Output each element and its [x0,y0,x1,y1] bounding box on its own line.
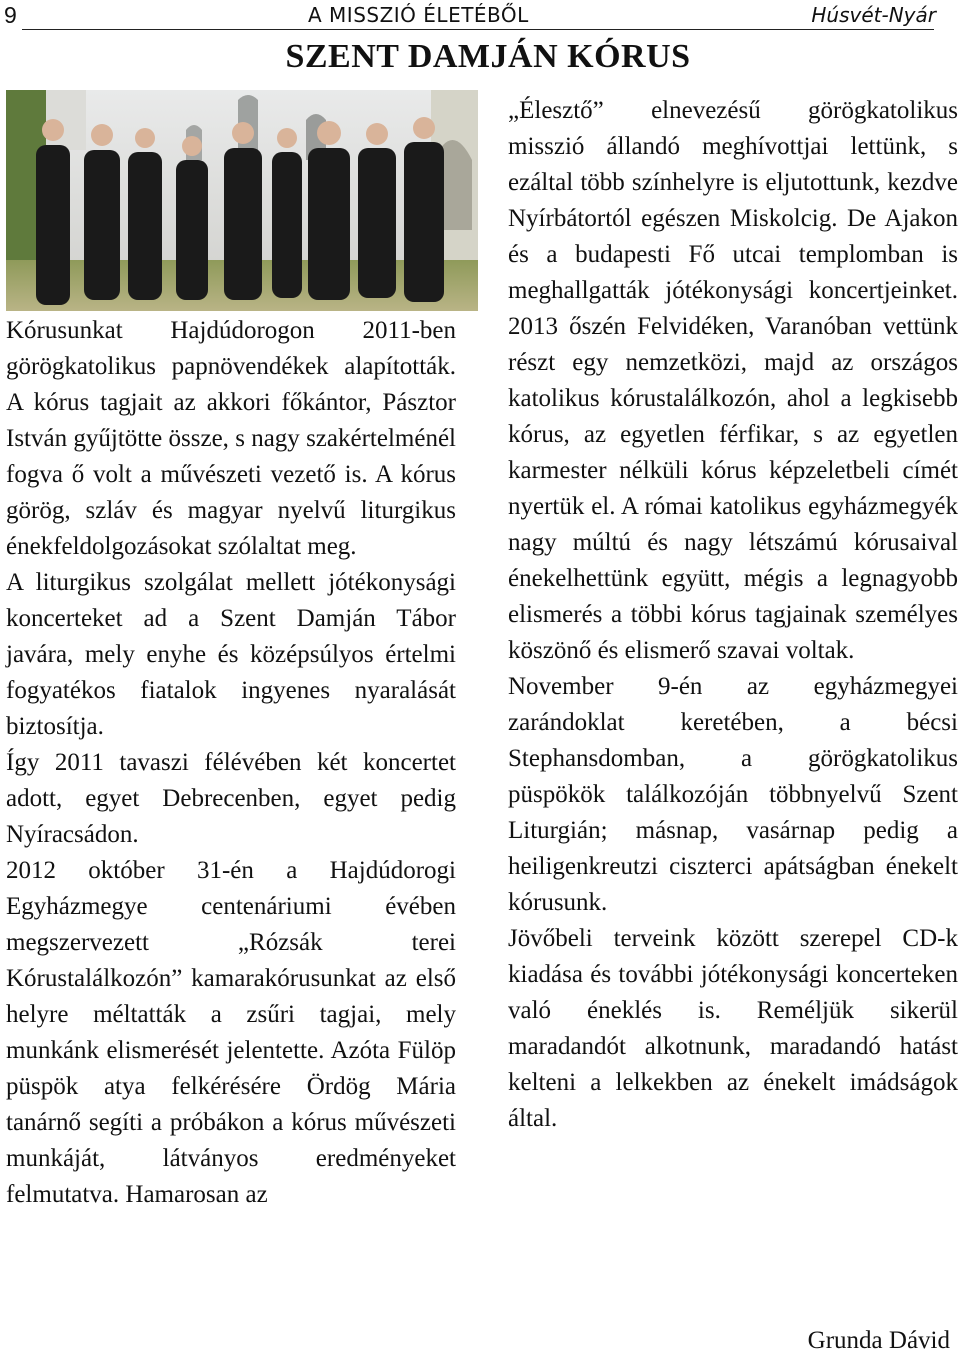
paragraph: A liturgikus szolgálat mellett jótékonysági koncerteket ad a Szent Damján Tábor javára, mely enyhe és középsúlyos értelmi fogyatékos fiatalok ingyenes nyaralását biztosítja. [6,569,456,740]
page-number: 9 [4,2,17,28]
paragraph: 2012 október 31-én a Hajdúdorogi Egyházmegye centenáriumi évében megszervezett „Rózsák terei Kórustalálkozón” kamarakórusunkat az első helyre méltatták a zsűri tagjai, mely munkánk elismerését jelentette. Azóta Fülöp püspök atya felkérésére Ördög Mária tanárnő segíti a próbákon a kórus művészeti munkáját, látványos eredményeket felmutatva. Hamarosan az [6,857,456,1208]
paragraph: „Élesztő” elnevezésű görögkatolikus misszió állandó meghívottjai lettünk, s ezáltal több színhelyre is eljutottunk, kezdve Nyírbátortól egészen Miskolcig. De Ajakon és a budapesti Fő utcai templomban is meghallgatták jótékonysági koncertjeinket. 2013 őszén Felvidéken, Varanóban vettünk részt egy nemzetközi, majd az országos katolikus kórustalálkozón, ahol a legkisebb kórus, az egyetlen férfikar, s az egyetlen karmester nélküli kórus képzeletbeli címét nyertük el. A római katolikus egyházmegyék nagy múltú és nagy létszámú kórusaival énekelhettünk együtt, mégis a legnagyobb elismerés a többi kórus tagjainak személyes köszönő és elismerő szavai voltak. [508,97,958,664]
paragraph: Így 2011 tavaszi félévében két koncertet adott, egyet Debrecenben, egyet pedig Nyíracsádon. [6,749,456,848]
choir-photo [6,90,478,311]
paragraph: November 9-én az egyházmegyei zarándoklat keretében, a bécsi Stephansdomban, a görögkatolikus püspökök találkozóján többnyelvű Szent Liturgián; másnap, vasárnap pedig a heiligenkreutzi ciszterci apátságban énekelt kórusunk. [508,673,958,916]
paragraph: Jövőbeli terveink között szerepel CD-k kiadása és további jótékonysági koncerteken való éneklés is. Reméljük sikerül maradandót alkotnunk, maradandó hatást kelteni a lelkekben az énekelt imádságok által. [508,925,958,1132]
header-rule [22,29,934,30]
article-title: SZENT DAMJÁN KÓRUS [285,38,691,75]
article-left-column [6,313,456,1213]
page-header [0,0,960,34]
paragraph: Kórusunkat Hajdúdorogon 2011-ben görögkatolikus papnövendékek alapították. A kórus tagjait az akkori főkántor, Pásztor István gyűjtötte össze, s nagy szakértelménél fogva ő volt a művészeti vezető is. A kórus görög, szláv és magyar nyelvű liturgikus énekfeldolgozásokat szólaltat meg. [6,317,456,560]
author-signature: Grunda Dávid [807,1327,950,1354]
issue-label: Húsvét-Nyár [811,3,936,27]
article-right-column [508,93,958,1137]
running-title: A MISSZIÓ ÉLETÉBŐL [308,3,529,27]
